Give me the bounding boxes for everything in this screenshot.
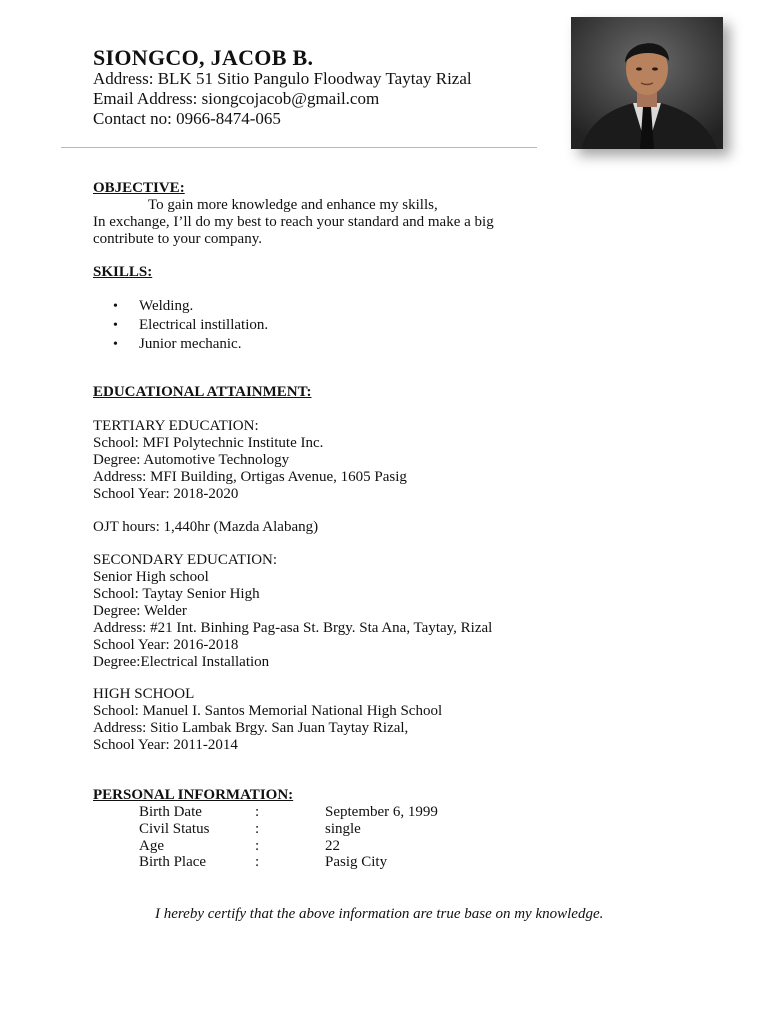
tertiary-address: Address: MFI Building, Ortigas Avenue, 1605 Pasig <box>93 469 407 485</box>
skills-list <box>93 297 268 354</box>
tertiary-school-year: School Year: 2018-2020 <box>93 486 239 502</box>
tertiary-title: TERTIARY EDUCATION: <box>93 418 259 434</box>
secondary-education-block <box>93 552 492 671</box>
objective-line: contribute to your company. <box>93 231 262 247</box>
email-line: Email Address: siongcojacob@gmail.com <box>93 89 380 108</box>
separator: : <box>255 821 260 837</box>
civil-status-value: single <box>325 821 361 837</box>
skill-text: Welding. <box>139 298 194 314</box>
skill-item <box>93 335 268 354</box>
bullet-icon: • <box>113 299 118 314</box>
skill-text: Junior mechanic. <box>139 336 242 352</box>
age-value: 22 <box>325 838 340 854</box>
secondary-degree-2: Degree:Electrical Installation <box>93 654 270 670</box>
separator: : <box>255 854 260 870</box>
age-label: Age <box>139 838 164 854</box>
profile-photo <box>571 17 723 149</box>
objective-line: In exchange, I’ll do my best to reach your standard and make a big <box>93 214 494 230</box>
certification-statement: I hereby certify that the above information are true base on my knowledge. <box>155 906 604 922</box>
secondary-school: School: Taytay Senior High <box>93 586 260 602</box>
bullet-icon: • <box>113 337 118 352</box>
birth-place-value: Pasig City <box>325 854 388 870</box>
secondary-school-year: School Year: 2016-2018 <box>93 637 239 653</box>
separator: : <box>255 838 260 854</box>
highschool-school: School: Manuel I. Santos Memorial National High School <box>93 703 443 719</box>
highschool-school-year: School Year: 2011-2014 <box>93 737 238 753</box>
objective-line: To gain more knowledge and enhance my skills, <box>148 197 438 213</box>
objective-heading: OBJECTIVE: <box>93 180 185 196</box>
tertiary-education-block <box>93 418 407 503</box>
skill-text: Electrical instillation. <box>139 317 269 333</box>
highschool-title: HIGH SCHOOL <box>93 686 195 702</box>
header-divider <box>61 147 537 148</box>
secondary-track: Senior High school <box>93 569 209 585</box>
separator: : <box>255 804 260 820</box>
birth-date-label: Birth Date <box>139 804 202 820</box>
education-heading: EDUCATIONAL ATTAINMENT: <box>93 384 312 400</box>
ojt-hours: OJT hours: 1,440hr (Mazda Alabang) <box>93 519 319 535</box>
applicant-name: SIONGCO, JACOB B. <box>93 45 314 70</box>
skill-item <box>93 316 268 335</box>
birth-place-label: Birth Place <box>139 854 207 870</box>
highschool-address: Address: Sitio Lambak Brgy. San Juan Taytay Rizal, <box>93 720 409 736</box>
skills-heading: SKILLS: <box>93 264 153 280</box>
birth-date-value: September 6, 1999 <box>325 804 438 820</box>
secondary-address: Address: #21 Int. Binhing Pag-asa St. Brgy. Sta Ana, Taytay, Rizal <box>93 620 493 636</box>
secondary-degree: Degree: Welder <box>93 603 187 619</box>
personal-info-heading: PERSONAL INFORMATION: <box>93 787 294 803</box>
skill-item <box>93 297 268 316</box>
bullet-icon: • <box>113 318 118 333</box>
tertiary-degree: Degree: Automotive Technology <box>93 452 290 468</box>
highschool-block <box>93 686 442 754</box>
civil-status-label: Civil Status <box>139 821 210 837</box>
secondary-title: SECONDARY EDUCATION: <box>93 552 278 568</box>
address-line: Address: BLK 51 Sitio Pangulo Floodway Taytay Rizal <box>93 69 472 88</box>
contact-line: Contact no: 0966-8474-065 <box>93 109 281 128</box>
tertiary-school: School: MFI Polytechnic Institute Inc. <box>93 435 324 451</box>
